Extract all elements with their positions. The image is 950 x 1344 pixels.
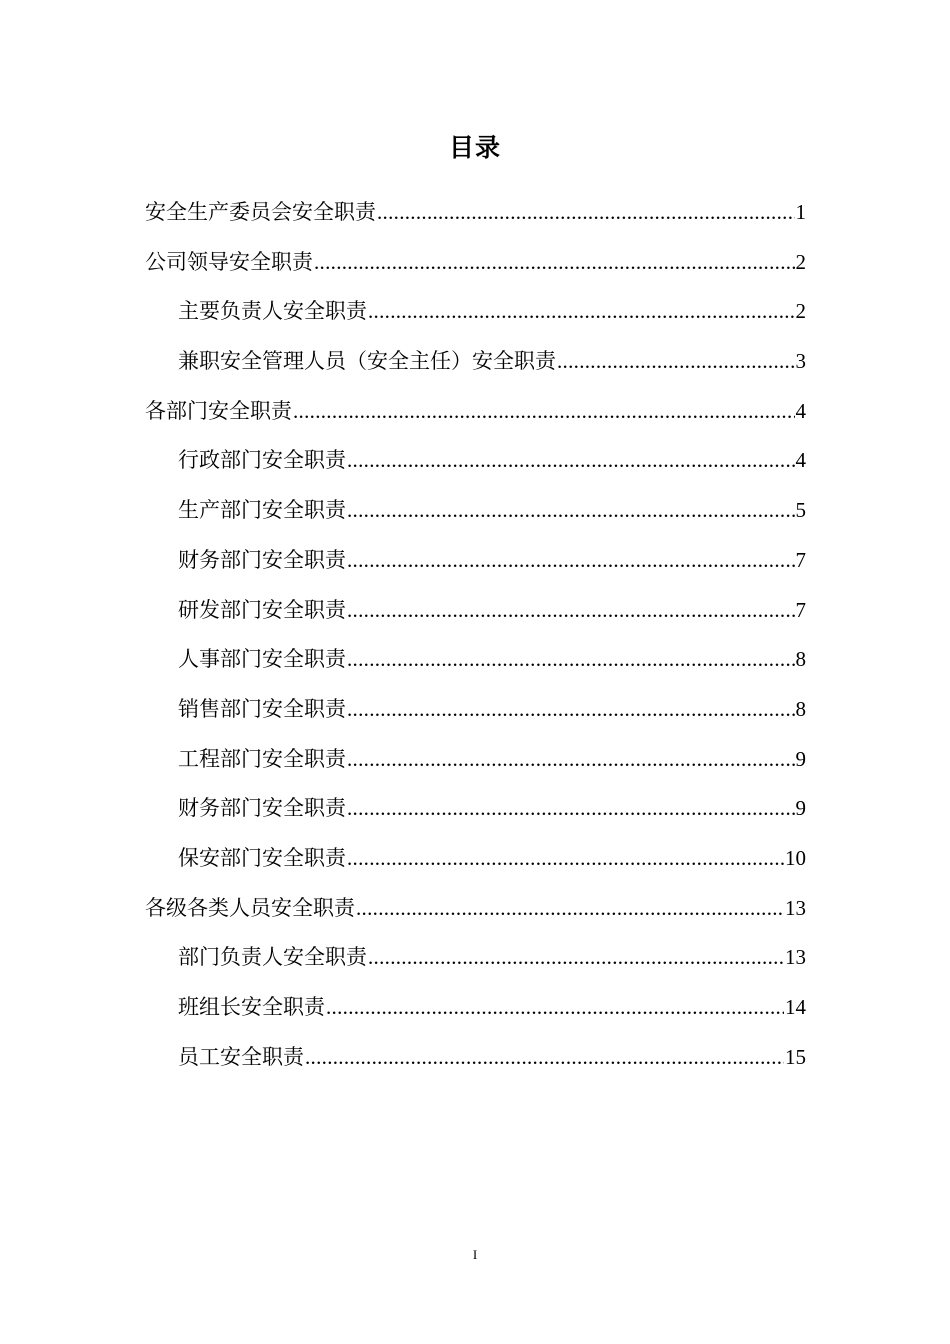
toc-entry-page: 4 — [795, 398, 806, 423]
toc-title: 目录 — [448, 133, 501, 162]
toc-entry-text: 行政部门安全职责 — [178, 448, 346, 473]
toc-dot-leader — [347, 691, 795, 727]
toc-entry-page: 15 — [785, 1044, 806, 1069]
toc-entry[interactable] — [145, 989, 806, 1039]
toc-entry[interactable] — [145, 393, 806, 443]
toc-dot-leader — [557, 343, 795, 379]
toc-dot-leader — [347, 592, 795, 628]
toc-entry[interactable] — [145, 442, 806, 492]
toc-entry-page: 13 — [785, 945, 806, 970]
toc-entry[interactable] — [145, 293, 806, 343]
toc-entry-text: 保安部门安全职责 — [178, 845, 346, 870]
toc-entry[interactable] — [145, 939, 806, 989]
toc-dot-leader — [347, 840, 784, 876]
toc-dot-leader — [326, 989, 784, 1025]
toc-dot-leader — [347, 442, 795, 478]
toc-dot-leader — [377, 194, 795, 230]
toc-entry-text: 班组长安全职责 — [178, 995, 325, 1019]
toc-dot-leader — [305, 1039, 784, 1075]
toc-entry[interactable] — [145, 194, 806, 244]
toc-dot-leader — [347, 741, 795, 777]
toc-entry-page: 9 — [795, 746, 806, 771]
toc-entry-page: 7 — [795, 597, 806, 622]
toc-entry-text: 部门负责人安全职责 — [178, 945, 367, 970]
toc-entry[interactable] — [145, 1039, 806, 1089]
toc-entry[interactable] — [145, 244, 806, 294]
toc-entry-text: 主要负责人安全职责 — [178, 299, 367, 324]
toc-entry-page: 2 — [795, 249, 806, 274]
toc-entry[interactable] — [145, 741, 806, 791]
toc-dot-leader — [347, 790, 795, 826]
toc-dot-leader — [368, 939, 784, 975]
toc-entry-page: 8 — [795, 647, 806, 672]
toc-entry-page: 4 — [795, 448, 806, 473]
toc-entry-text: 财务部门安全职责 — [178, 547, 346, 572]
toc-entry-page: 8 — [795, 696, 806, 721]
toc-entry-text: 公司领导安全职责 — [145, 249, 313, 274]
toc-entry-page: 3 — [795, 349, 806, 374]
toc-entry-text: 财务部门安全职责 — [178, 796, 346, 821]
toc-dot-leader — [368, 293, 795, 329]
toc-entry-text: 员工安全职责 — [178, 1044, 304, 1069]
toc-entry-text: 研发部门安全职责 — [178, 597, 346, 622]
toc-entry-text: 销售部门安全职责 — [178, 696, 346, 721]
toc-dot-leader — [347, 641, 795, 677]
toc-entry-page: 1 — [795, 200, 806, 224]
toc-dot-leader — [356, 890, 784, 926]
toc-entry[interactable] — [145, 840, 806, 890]
toc-entry[interactable] — [145, 691, 806, 741]
toc-entry-text: 各部门安全职责 — [145, 398, 292, 423]
toc-dot-leader — [293, 393, 795, 429]
toc-entry-page: 5 — [795, 498, 806, 523]
toc-entry-text: 兼职安全管理人员（安全主任）安全职责 — [178, 349, 556, 374]
toc-entry-text: 工程部门安全职责 — [178, 746, 346, 771]
toc-entry-page: 13 — [785, 895, 806, 920]
toc-entry[interactable] — [145, 343, 806, 393]
toc-entry[interactable] — [145, 492, 806, 542]
toc-dot-leader — [347, 542, 795, 578]
toc-entry-page: 10 — [785, 845, 806, 870]
toc-dot-leader — [347, 492, 795, 528]
toc-entry-page: 2 — [795, 299, 806, 324]
toc-entry-text: 人事部门安全职责 — [178, 647, 346, 672]
toc-entry[interactable] — [145, 790, 806, 840]
toc-entry-text: 各级各类人员安全职责 — [145, 895, 355, 920]
toc-entry-page: 9 — [795, 796, 806, 821]
toc-list — [145, 194, 806, 1088]
toc-entry-page: 7 — [795, 547, 806, 572]
toc-entry-text: 生产部门安全职责 — [178, 498, 346, 523]
toc-entry[interactable] — [145, 592, 806, 642]
toc-entry-text: 安全生产委员会安全职责 — [145, 200, 376, 224]
toc-entry[interactable] — [145, 542, 806, 592]
toc-entry[interactable] — [145, 641, 806, 691]
toc-entry-page: 14 — [785, 995, 806, 1019]
toc-entry[interactable] — [145, 890, 806, 940]
page-number: I — [472, 1247, 478, 1262]
toc-dot-leader — [314, 244, 795, 280]
